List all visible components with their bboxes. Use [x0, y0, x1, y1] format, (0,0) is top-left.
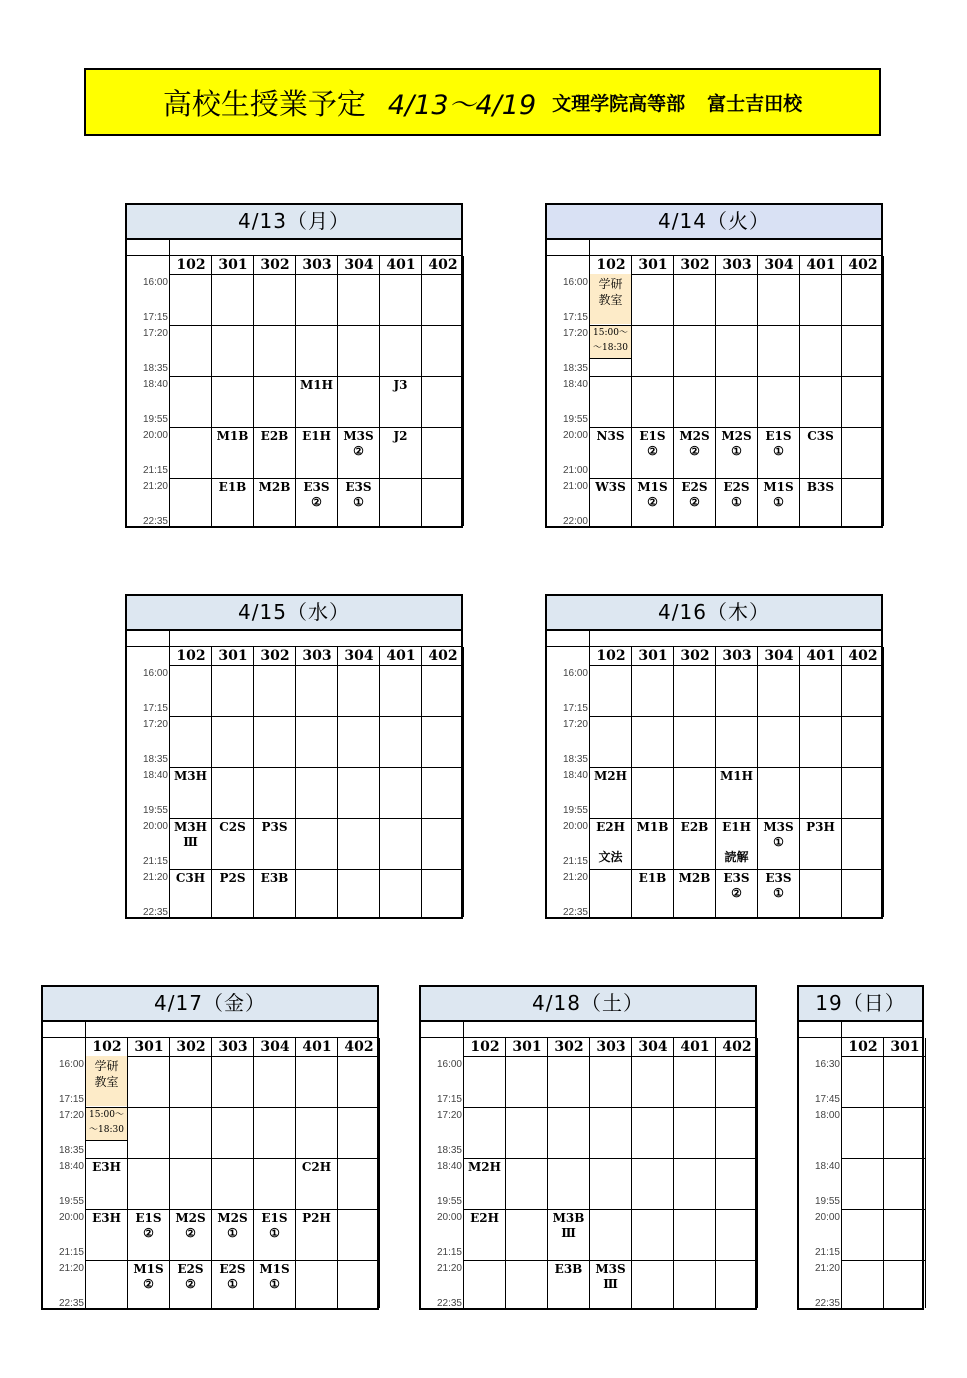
day-label: 4/13（月） — [127, 205, 461, 240]
day-panel — [41, 985, 379, 1310]
time-label: 21:15 — [142, 856, 168, 867]
grid-line — [379, 647, 380, 917]
grid-line — [842, 1260, 926, 1261]
study-room-label: 学研 教室 — [590, 274, 631, 324]
grid-line — [799, 647, 800, 917]
room-number: 402 — [344, 1039, 374, 1055]
room-number: 303 — [722, 648, 752, 664]
grid-line — [842, 1107, 926, 1108]
time-label: 22:35 — [58, 1298, 84, 1309]
room-number-row — [86, 1038, 380, 1057]
room-number: 304 — [638, 1039, 668, 1055]
time-label: 22:35 — [436, 1298, 462, 1309]
time-label: 21:20 — [142, 872, 168, 883]
room-number: 102 — [596, 648, 626, 664]
room-number: 402 — [428, 257, 458, 273]
class-cell: P2S — [219, 871, 246, 885]
grid-line — [170, 767, 464, 768]
day-panel — [125, 203, 463, 528]
room-number: 402 — [848, 257, 878, 273]
day-label: 4/17（金） — [43, 987, 377, 1022]
class-cell: E1B — [218, 480, 247, 494]
grid-line — [86, 1209, 380, 1210]
school-name: 文理学院高等部 — [552, 92, 686, 115]
class-cell: E1S ① — [765, 429, 792, 458]
grid-line — [590, 869, 884, 870]
time-label: 22:00 — [562, 516, 588, 527]
class-cell: C3S — [807, 429, 834, 443]
class-cell: M2S ① — [721, 429, 752, 458]
class-cell: M2B — [678, 871, 711, 885]
class-cell: M3S ① — [763, 820, 794, 849]
class-cell: E2H 文法 — [596, 820, 625, 864]
room-number: 304 — [344, 648, 374, 664]
campus-name: 富士吉田校 — [707, 92, 803, 115]
class-cell: P2H — [302, 1211, 331, 1225]
time-label: 17:15 — [142, 312, 168, 323]
time-label: 17:20 — [142, 328, 168, 339]
class-cell: E3S ① — [345, 480, 372, 509]
grid-line — [170, 376, 464, 377]
time-label: 20:00 — [58, 1212, 84, 1223]
room-number: 301 — [218, 648, 248, 664]
grid-line — [631, 1038, 632, 1308]
day-label: 4/15（水） — [127, 596, 461, 631]
room-number: 301 — [134, 1039, 164, 1055]
room-number: 401 — [386, 257, 416, 273]
class-cell: E2S ① — [723, 480, 750, 509]
time-label: 17:20 — [58, 1110, 84, 1121]
room-number: 301 — [218, 257, 248, 273]
time-label: 19:55 — [436, 1196, 462, 1207]
time-label: 17:20 — [142, 719, 168, 730]
time-label: 19:55 — [58, 1196, 84, 1207]
class-cell: M2S ② — [175, 1211, 206, 1240]
header-spacer-row — [547, 238, 881, 256]
time-label: 18:40 — [814, 1161, 840, 1172]
class-cell: E1S ② — [135, 1211, 162, 1240]
grid-line — [590, 427, 884, 428]
grid-line — [590, 716, 884, 717]
class-cell: M2S ② — [679, 429, 710, 458]
class-cell: E3S ② — [303, 480, 330, 509]
class-cell: E2S ② — [681, 480, 708, 509]
time-label: 22:35 — [814, 1298, 840, 1309]
class-cell: E1H — [302, 429, 331, 443]
room-number: 302 — [680, 648, 710, 664]
class-cell: E2H — [470, 1211, 499, 1225]
room-number: 304 — [764, 257, 794, 273]
time-label: 18:40 — [562, 379, 588, 390]
time-label: 18:40 — [436, 1161, 462, 1172]
room-number-row — [590, 256, 884, 275]
grid-line — [590, 767, 884, 768]
time-label: 20:00 — [142, 821, 168, 832]
grid-line — [505, 1038, 506, 1308]
class-cell: M1H — [300, 378, 333, 392]
room-number-row — [170, 256, 464, 275]
grid-line — [673, 1038, 674, 1308]
time-label: 17:15 — [436, 1094, 462, 1105]
room-number: 303 — [596, 1039, 626, 1055]
grid-line — [464, 1260, 758, 1261]
date-range: 4/13〜4/19 — [387, 89, 537, 121]
time-label: 21:15 — [58, 1247, 84, 1258]
class-cell: P3S — [261, 820, 288, 834]
grid-line — [170, 478, 464, 479]
time-label: 17:15 — [562, 312, 588, 323]
class-cell: M3S Ⅲ — [595, 1262, 626, 1291]
class-cell: J3 — [393, 378, 408, 392]
room-number-row — [842, 1038, 926, 1057]
grid-line — [170, 869, 464, 870]
time-label: 22:35 — [142, 907, 168, 918]
room-number: 304 — [764, 648, 794, 664]
time-label: 18:35 — [562, 754, 588, 765]
room-number: 401 — [806, 648, 836, 664]
grid-line — [337, 647, 338, 917]
time-label: 22:35 — [142, 516, 168, 527]
day-panel — [545, 594, 883, 919]
room-number: 402 — [722, 1039, 752, 1055]
day-label: 19（日） — [799, 987, 922, 1022]
time-label: 20:00 — [142, 430, 168, 441]
grid-line — [464, 1158, 758, 1159]
class-cell: J2 — [393, 429, 408, 443]
room-number: 102 — [92, 1039, 122, 1055]
room-number: 303 — [722, 257, 752, 273]
time-label: 19:55 — [142, 805, 168, 816]
room-number: 301 — [512, 1039, 542, 1055]
time-label: 16:00 — [142, 277, 168, 288]
time-label: 19:55 — [562, 805, 588, 816]
grid-line — [337, 1038, 338, 1308]
time-label: 16:30 — [814, 1059, 840, 1070]
time-label: 16:00 — [142, 668, 168, 679]
time-label: 18:35 — [142, 754, 168, 765]
time-label: 21:00 — [562, 481, 588, 492]
class-cell: M1S ② — [637, 480, 668, 509]
grid-line — [170, 716, 464, 717]
time-label: 20:00 — [814, 1212, 840, 1223]
room-number: 102 — [470, 1039, 500, 1055]
time-label: 19:55 — [814, 1196, 840, 1207]
header-spacer-row — [127, 629, 461, 647]
header-spacer-row — [127, 238, 461, 256]
day-label: 4/16（木） — [547, 596, 881, 631]
grid-line — [883, 256, 884, 526]
class-cell: M2H — [594, 769, 627, 783]
class-cell: E1H 読解 — [722, 820, 751, 864]
day-label: 4/14（火） — [547, 205, 881, 240]
study-room-hours: 15:00〜 〜18:30 — [86, 1108, 127, 1141]
room-number: 402 — [848, 648, 878, 664]
time-label: 21:20 — [142, 481, 168, 492]
grid-line — [590, 478, 884, 479]
time-label: 18:40 — [142, 770, 168, 781]
room-number: 301 — [638, 257, 668, 273]
class-cell: M3H Ⅲ — [174, 820, 207, 849]
class-cell: M3S ② — [343, 429, 374, 458]
room-number: 401 — [680, 1039, 710, 1055]
grid-line — [86, 1260, 380, 1261]
time-label: 18:40 — [142, 379, 168, 390]
grid-line — [464, 1209, 758, 1210]
room-number: 102 — [596, 257, 626, 273]
grid-line — [170, 325, 464, 326]
room-number: 302 — [260, 648, 290, 664]
room-number: 102 — [848, 1039, 878, 1055]
room-number-row — [170, 647, 464, 666]
time-label: 17:15 — [142, 703, 168, 714]
class-cell: M1B — [216, 429, 249, 443]
time-label: 18:35 — [436, 1145, 462, 1156]
time-label: 21:15 — [814, 1247, 840, 1258]
day-panel — [797, 985, 924, 1310]
class-cell: E2B — [260, 429, 289, 443]
room-number: 303 — [302, 257, 332, 273]
room-number: 102 — [176, 648, 206, 664]
study-room-label: 学研 教室 — [86, 1056, 127, 1106]
grid-line — [86, 1107, 380, 1108]
class-cell: M1H — [720, 769, 753, 783]
room-number: 302 — [680, 257, 710, 273]
room-number: 301 — [890, 1039, 920, 1055]
time-label: 21:20 — [436, 1263, 462, 1274]
header-spacer-row — [421, 1020, 755, 1038]
class-cell: E3H — [92, 1160, 121, 1174]
time-label: 21:00 — [562, 465, 588, 476]
class-cell: E3B — [260, 871, 289, 885]
time-label: 16:00 — [562, 668, 588, 679]
grid-line — [170, 427, 464, 428]
room-number: 304 — [260, 1039, 290, 1055]
room-number-row — [464, 1038, 758, 1057]
grid-line — [170, 818, 464, 819]
grid-line — [883, 1038, 884, 1308]
grid-line — [842, 1158, 926, 1159]
grid-line — [841, 647, 842, 917]
time-label: 22:35 — [562, 907, 588, 918]
time-label: 21:15 — [142, 465, 168, 476]
day-panel — [419, 985, 757, 1310]
grid-line — [590, 325, 884, 326]
class-cell: M3H — [174, 769, 207, 783]
room-number: 401 — [806, 257, 836, 273]
room-number: 304 — [344, 257, 374, 273]
grid-line — [379, 1038, 380, 1308]
time-label: 21:20 — [58, 1263, 84, 1274]
time-label: 21:15 — [436, 1247, 462, 1258]
grid-line — [757, 1038, 758, 1308]
room-number: 302 — [554, 1039, 584, 1055]
room-number: 302 — [260, 257, 290, 273]
day-panel — [545, 203, 883, 528]
time-label: 16:00 — [58, 1059, 84, 1070]
grid-line — [925, 1038, 926, 1308]
class-cell: E2S ① — [219, 1262, 246, 1291]
class-cell: M2B — [258, 480, 291, 494]
header-spacer-row — [43, 1020, 377, 1038]
time-label: 20:00 — [436, 1212, 462, 1223]
class-cell: E3S ② — [723, 871, 750, 900]
grid-line — [590, 818, 884, 819]
time-label: 16:00 — [436, 1059, 462, 1070]
room-number: 102 — [176, 257, 206, 273]
day-panel — [125, 594, 463, 919]
time-label: 17:15 — [58, 1094, 84, 1105]
class-cell: E1S ① — [261, 1211, 288, 1240]
time-label: 17:45 — [814, 1094, 840, 1105]
class-cell: M2S ① — [217, 1211, 248, 1240]
class-cell: C2S — [219, 820, 246, 834]
study-room-hours: 15:00〜 〜18:30 — [590, 326, 631, 359]
time-label: 17:15 — [562, 703, 588, 714]
room-number: 402 — [428, 648, 458, 664]
class-cell: M1S ② — [133, 1262, 164, 1291]
class-cell: E3H — [92, 1211, 121, 1225]
header-spacer-row — [547, 629, 881, 647]
grid-line — [883, 647, 884, 917]
time-label: 18:35 — [142, 363, 168, 374]
class-cell: M1B — [636, 820, 669, 834]
time-label: 17:20 — [436, 1110, 462, 1121]
time-label: 16:00 — [562, 277, 588, 288]
class-cell: W3S — [595, 480, 626, 494]
time-label: 18:00 — [814, 1110, 840, 1121]
time-label: 19:55 — [142, 414, 168, 425]
time-label: 21:20 — [814, 1263, 840, 1274]
class-cell: M3B Ⅲ — [552, 1211, 585, 1240]
class-cell: E3B — [554, 1262, 583, 1276]
grid-line — [463, 256, 464, 526]
grid-line — [464, 1107, 758, 1108]
time-label: 21:15 — [562, 856, 588, 867]
class-cell: E2S ② — [177, 1262, 204, 1291]
room-number: 401 — [302, 1039, 332, 1055]
class-cell: M1S ① — [259, 1262, 290, 1291]
page-title: 高校生授業予定 — [162, 86, 366, 121]
class-cell: M2H — [468, 1160, 501, 1174]
grid-line — [715, 1038, 716, 1308]
room-number: 303 — [302, 648, 332, 664]
time-label: 19:55 — [562, 414, 588, 425]
time-label: 18:35 — [562, 363, 588, 374]
grid-line — [841, 256, 842, 526]
class-cell: E1B — [638, 871, 667, 885]
time-label: 18:40 — [58, 1161, 84, 1172]
grid-line — [590, 376, 884, 377]
class-cell: E2B — [680, 820, 709, 834]
room-number: 401 — [386, 648, 416, 664]
time-label: 20:00 — [562, 821, 588, 832]
time-label: 18:35 — [58, 1145, 84, 1156]
grid-line — [86, 1158, 380, 1159]
time-label: 18:40 — [562, 770, 588, 781]
time-label: 17:20 — [562, 719, 588, 730]
room-number: 302 — [176, 1039, 206, 1055]
class-cell: N3S — [596, 429, 625, 443]
class-cell: C2H — [301, 1160, 332, 1174]
time-label: 20:00 — [562, 430, 588, 441]
time-label: 17:20 — [562, 328, 588, 339]
class-cell: M1S ① — [763, 480, 794, 509]
day-label: 4/18（土） — [421, 987, 755, 1022]
class-cell: E1S ② — [639, 429, 666, 458]
room-number: 301 — [638, 648, 668, 664]
class-cell: C3H — [175, 871, 206, 885]
room-number-row — [590, 647, 884, 666]
class-cell: P3H — [806, 820, 835, 834]
time-label: 21:20 — [562, 872, 588, 883]
grid-line — [842, 1209, 926, 1210]
title-banner — [84, 68, 881, 136]
grid-line — [421, 647, 422, 917]
room-number: 303 — [218, 1039, 248, 1055]
class-cell: B3S — [806, 480, 835, 494]
grid-line — [463, 647, 464, 917]
class-cell: E3S ① — [765, 871, 792, 900]
grid-line — [421, 256, 422, 526]
grid-line — [295, 647, 296, 917]
